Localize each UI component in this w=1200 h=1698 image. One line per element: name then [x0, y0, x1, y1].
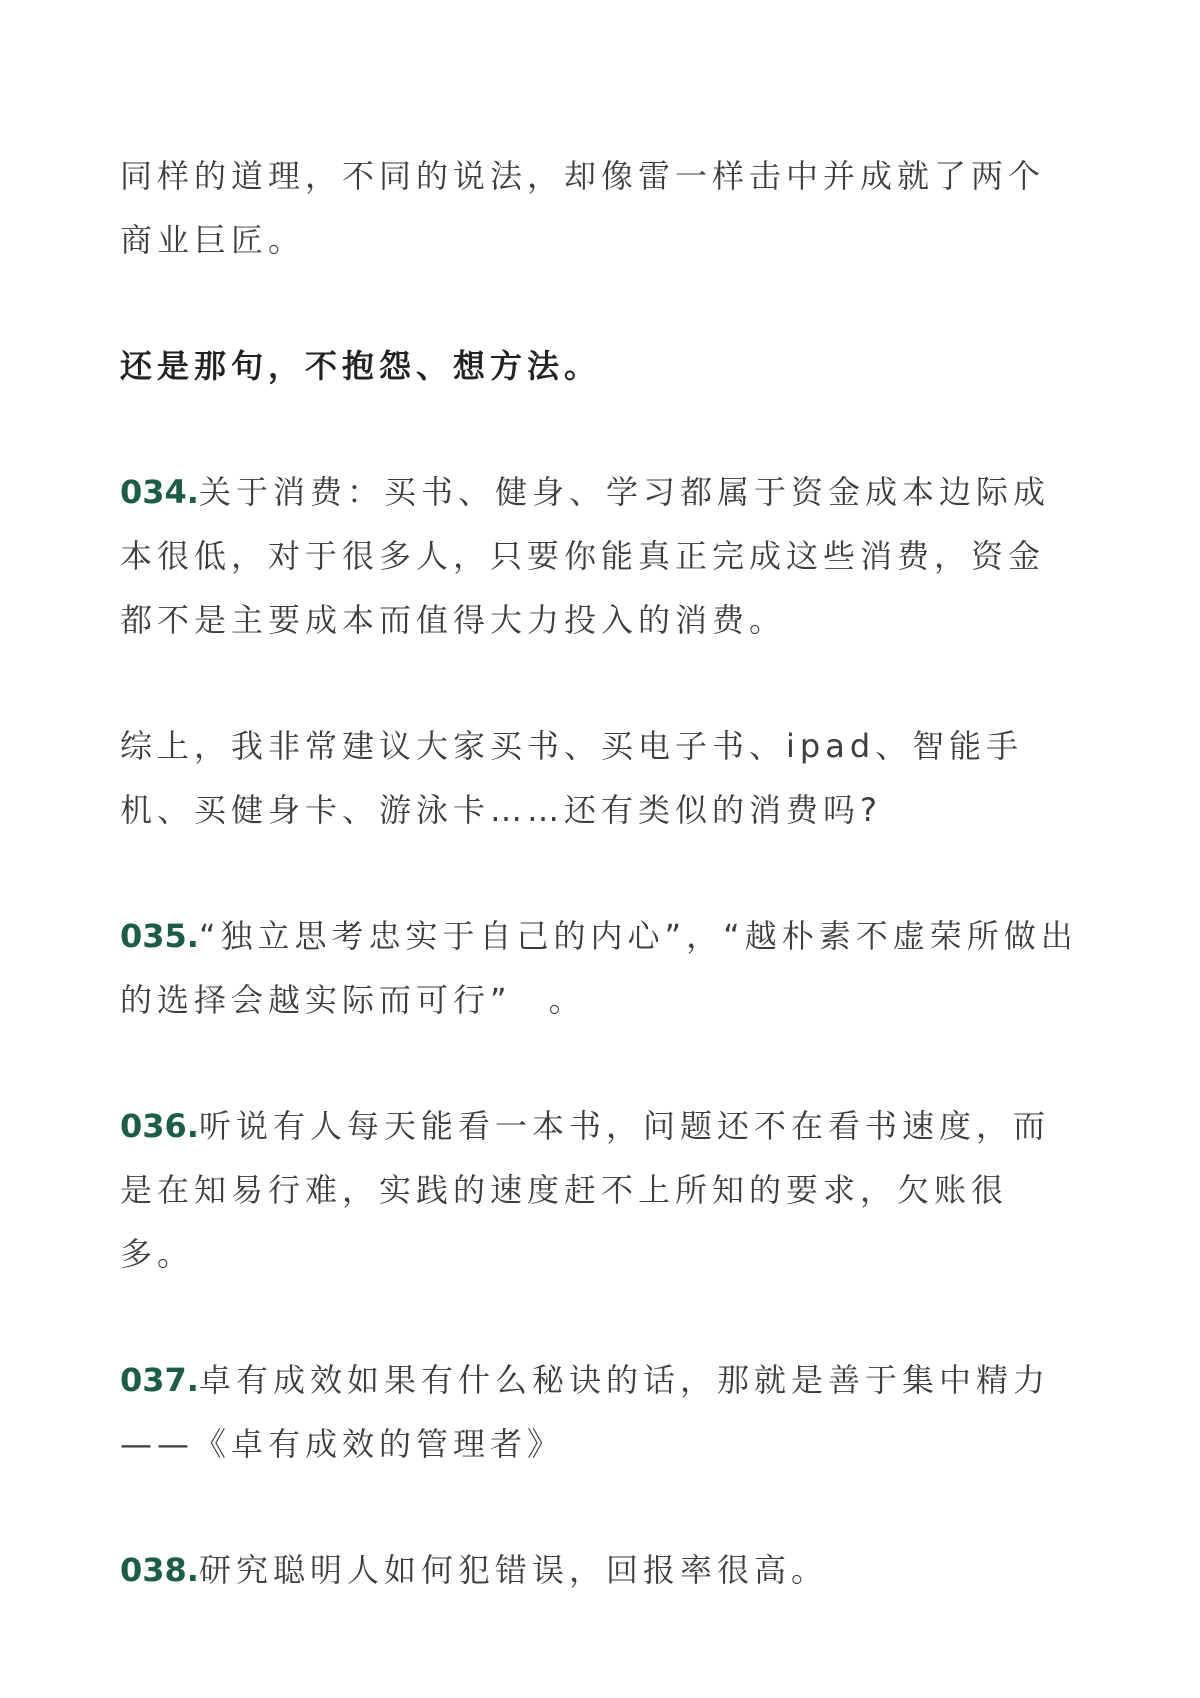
- item-number: 034.: [120, 473, 199, 511]
- paragraph-text: 听说有人每天能看一本书，问题还不在看书速度，而是在知易行难，实践的速度赶不上所知的要求，欠账很多。: [120, 1107, 1050, 1273]
- paragraph-text: 还是那句，不抱怨、想方法。: [120, 347, 602, 385]
- paragraph-037: [120, 1348, 1080, 1476]
- paragraph-034-summary: [120, 714, 1080, 842]
- paragraph-036: [120, 1094, 1080, 1286]
- item-number: 035.: [120, 917, 199, 955]
- paragraph-text: 卓有成效如果有什么秘诀的话，那就是善于集中精力——《卓有成效的管理者》: [120, 1361, 1050, 1463]
- paragraph-motto: [120, 334, 1080, 398]
- paragraph-same-truth: [120, 144, 1080, 272]
- item-number: 037.: [120, 1361, 199, 1399]
- paragraph-text: 研究聪明人如何犯错误，回报率很高。: [198, 1551, 828, 1589]
- paragraph-text: “独立思考忠实于自己的内心”，“越朴素不虚荣所做出的选择会越实际而可行” 。: [120, 917, 1078, 1019]
- paragraph-text: 关于消费：买书、健身、学习都属于资金成本边际成本很低，对于很多人，只要你能真正完成这些消费，资金都不是主要成本而值得大力投入的消费。: [120, 473, 1050, 639]
- paragraph-034: [120, 460, 1080, 652]
- item-number: 038.: [120, 1551, 199, 1589]
- paragraph-text: 综上，我非常建议大家买书、买电子书、ipad、智能手机、买健身卡、游泳卡……还有类似的消费吗?: [120, 727, 1024, 829]
- paragraph-035: [120, 904, 1080, 1032]
- item-number: 036.: [120, 1107, 199, 1145]
- paragraph-text: 同样的道理，不同的说法，却像雷一样击中并成就了两个商业巨匠。: [120, 157, 1046, 259]
- paragraph-038: [120, 1538, 1080, 1602]
- article-body: [120, 144, 1080, 1602]
